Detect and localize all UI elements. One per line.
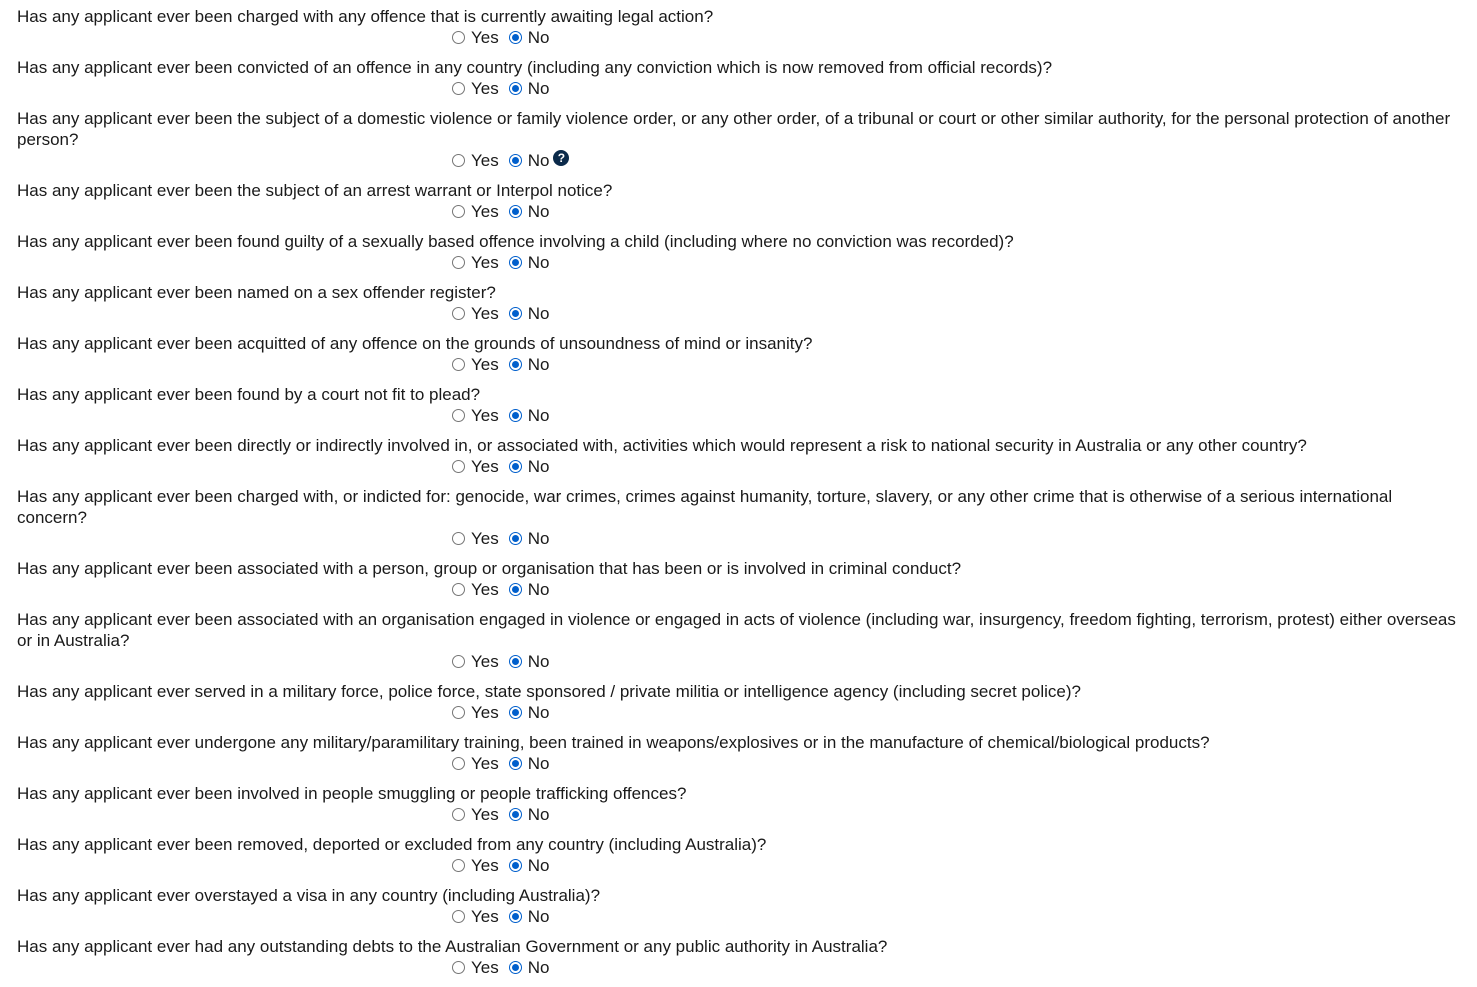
answer-radio-group [17,201,1467,231]
q15-yes-radio[interactable] [452,808,465,821]
no-option[interactable] [509,354,550,375]
no-option[interactable] [509,579,550,600]
q5-yes-radio[interactable] [452,256,465,269]
yes-label[interactable]: Yes [471,355,499,374]
answer-radio-group [17,906,1467,936]
q8-no-radio[interactable] [509,409,522,422]
q18-no-radio[interactable] [509,961,522,974]
q2-yes-radio[interactable] [452,82,465,95]
yes-option[interactable] [452,78,499,99]
yes-option[interactable] [452,702,499,723]
question-text: Has any applicant ever been found guilty of a sexually based offence involving a child (including where no conviction was recorded)? [17,232,1014,251]
yes-label[interactable]: Yes [471,652,499,671]
yes-option[interactable] [452,906,499,927]
question-text: Has any applicant ever had any outstanding debts to the Australian Government or any public authority in Australia? [17,937,888,956]
yes-label[interactable]: Yes [471,151,499,170]
answer-radio-group [17,27,1467,57]
no-option[interactable] [509,252,550,273]
question-text: Has any applicant ever been acquitted of any offence on the grounds of unsoundness of mind or insanity? [17,334,813,353]
no-label[interactable]: No [527,907,550,926]
yes-option[interactable] [452,753,499,774]
q18-yes-radio[interactable] [452,961,465,974]
yes-option[interactable] [452,405,499,426]
question-block-13 [17,681,1467,732]
yes-option[interactable] [452,27,499,48]
question-text: Has any applicant ever been directly or indirectly involved in, or associated with, activities which would represent a risk to national security in Australia or any other country? [17,436,1307,455]
no-option[interactable] [509,702,550,723]
q3-no-radio[interactable] [509,154,522,167]
q15-no-radio[interactable] [509,808,522,821]
question-block-4 [17,180,1467,231]
q17-no-radio[interactable] [509,910,522,923]
question-text: Has any applicant ever overstayed a visa in any country (including Australia)? [17,886,601,905]
question-block-6 [17,282,1467,333]
question-text: Has any applicant ever been associated with an organisation engaged in violence or engaged in acts of violence (including war, insurgency, freedom fighting, terrorism, protest) either overseas or in Australia? [17,610,1456,650]
question-text: Has any applicant ever served in a military force, police force, state sponsored / private militia or intelligence agency (including secret police)? [17,682,1081,701]
answer-radio-group [17,957,1467,987]
no-label[interactable]: No [527,151,550,170]
yes-option[interactable] [452,150,499,171]
no-label[interactable]: No [527,805,550,824]
q6-no-radio[interactable] [509,307,522,320]
q1-yes-radio[interactable] [452,31,465,44]
q13-no-radio[interactable] [509,706,522,719]
answer-radio-group [17,753,1467,783]
question-text: Has any applicant ever been involved in people smuggling or people trafficking offences? [17,784,687,803]
answer-radio-group [17,150,1467,180]
no-option[interactable] [509,303,550,324]
no-label[interactable]: No [527,703,550,722]
answer-radio-group [17,855,1467,885]
yes-option[interactable] [452,252,499,273]
question-block-5 [17,231,1467,282]
help-icon[interactable]: ? [553,150,569,166]
q12-yes-radio[interactable] [452,655,465,668]
no-label[interactable]: No [527,754,550,773]
question-text: Has any applicant ever undergone any military/paramilitary training, been trained in weapons/explosives or in the manufacture of chemical/biological products? [17,733,1210,752]
question-text: Has any applicant ever been charged with any offence that is currently awaiting legal action? [17,7,714,26]
answer-radio-group [17,528,1467,558]
no-option[interactable] [509,855,550,876]
q16-no-radio[interactable] [509,859,522,872]
question-block-16 [17,834,1467,885]
question-block-2 [17,57,1467,108]
q11-no-radio[interactable] [509,583,522,596]
answer-radio-group [17,405,1467,435]
q5-no-radio[interactable] [509,256,522,269]
yes-option[interactable] [452,456,499,477]
question-block-12 [17,609,1467,681]
no-label[interactable]: No [527,355,550,374]
no-label[interactable]: No [527,202,550,221]
no-label[interactable]: No [527,253,550,272]
yes-label[interactable]: Yes [471,958,499,977]
answer-radio-group [17,702,1467,732]
yes-label[interactable]: Yes [471,202,499,221]
no-option[interactable] [509,651,550,672]
answer-radio-group [17,456,1467,486]
yes-option[interactable] [452,201,499,222]
no-label[interactable]: No [527,580,550,599]
q9-yes-radio[interactable] [452,460,465,473]
answer-radio-group [17,303,1467,333]
no-label[interactable]: No [527,958,550,977]
question-block-17 [17,885,1467,936]
yes-option[interactable] [452,579,499,600]
yes-label[interactable]: Yes [471,703,499,722]
q11-yes-radio[interactable] [452,583,465,596]
yes-label[interactable]: Yes [471,805,499,824]
yes-option[interactable] [452,855,499,876]
no-option[interactable] [509,78,550,99]
q4-no-radio[interactable] [509,205,522,218]
question-block-10 [17,486,1467,558]
answer-radio-group [17,804,1467,834]
question-text: Has any applicant ever been charged with, or indicted for: genocide, war crimes, crimes against humanity, torture, slavery, or any other crime that is otherwise of a serious international concern? [17,487,1393,527]
no-option[interactable] [509,957,550,978]
question-text: Has any applicant ever been the subject of an arrest warrant or Interpol notice? [17,181,613,200]
no-option[interactable] [509,456,550,477]
q6-yes-radio[interactable] [452,307,465,320]
yes-label[interactable]: Yes [471,28,499,47]
no-label[interactable]: No [527,79,550,98]
q12-no-radio[interactable] [509,655,522,668]
yes-option[interactable] [452,957,499,978]
q8-yes-radio[interactable] [452,409,465,422]
q14-no-radio[interactable] [509,757,522,770]
no-option[interactable] [509,150,550,171]
question-text: Has any applicant ever been the subject of a domestic violence or family violence order, or any other order, of a tribunal or court or other similar authority, for the personal protection of another person? [17,109,1451,149]
yes-option[interactable] [452,303,499,324]
question-block-7 [17,333,1467,384]
question-block-9 [17,435,1467,486]
answer-radio-group [17,78,1467,108]
yes-option[interactable] [452,354,499,375]
q7-no-radio[interactable] [509,358,522,371]
yes-option[interactable] [452,651,499,672]
yes-label[interactable]: Yes [471,304,499,323]
q16-yes-radio[interactable] [452,859,465,872]
yes-label[interactable]: Yes [471,754,499,773]
no-option[interactable] [509,27,550,48]
yes-label[interactable]: Yes [471,907,499,926]
no-label[interactable]: No [527,406,550,425]
q7-yes-radio[interactable] [452,358,465,371]
no-option[interactable] [509,906,550,927]
no-label[interactable]: No [527,304,550,323]
no-label[interactable]: No [527,856,550,875]
question-block-8 [17,384,1467,435]
question-block-1 [17,6,1467,57]
q14-yes-radio[interactable] [452,757,465,770]
answer-radio-group [17,252,1467,282]
no-option[interactable] [509,405,550,426]
q10-yes-radio[interactable] [452,532,465,545]
answer-radio-group [17,354,1467,384]
no-label[interactable]: No [527,28,550,47]
yes-label[interactable]: Yes [471,457,499,476]
no-option[interactable] [509,201,550,222]
yes-option[interactable] [452,804,499,825]
no-label[interactable]: No [527,529,550,548]
q3-yes-radio[interactable] [452,154,465,167]
q17-yes-radio[interactable] [452,910,465,923]
answer-radio-group [17,651,1467,681]
question-text: Has any applicant ever been found by a court not fit to plead? [17,385,481,404]
q9-no-radio[interactable] [509,460,522,473]
q2-no-radio[interactable] [509,82,522,95]
yes-label[interactable]: Yes [471,79,499,98]
no-label[interactable]: No [527,652,550,671]
no-option[interactable] [509,804,550,825]
yes-label[interactable]: Yes [471,529,499,548]
question-text: Has any applicant ever been removed, deported or excluded from any country (including Australia)? [17,835,767,854]
question-block-18 [17,936,1467,987]
question-block-14 [17,732,1467,783]
question-block-3 [17,108,1467,180]
yes-label[interactable]: Yes [471,406,499,425]
question-block-15 [17,783,1467,834]
question-text: Has any applicant ever been associated with a person, group or organisation that has been or is involved in criminal conduct? [17,559,962,578]
question-block-11 [17,558,1467,609]
yes-label[interactable]: Yes [471,253,499,272]
question-text: Has any applicant ever been named on a sex offender register? [17,283,496,302]
q13-yes-radio[interactable] [452,706,465,719]
yes-label[interactable]: Yes [471,856,499,875]
no-option[interactable] [509,753,550,774]
yes-option[interactable] [452,528,499,549]
no-option[interactable] [509,528,550,549]
q10-no-radio[interactable] [509,532,522,545]
q4-yes-radio[interactable] [452,205,465,218]
answer-radio-group [17,579,1467,609]
question-text: Has any applicant ever been convicted of an offence in any country (including any conviction which is now removed from official records)? [17,58,1053,77]
yes-label[interactable]: Yes [471,580,499,599]
no-label[interactable]: No [527,457,550,476]
q1-no-radio[interactable] [509,31,522,44]
